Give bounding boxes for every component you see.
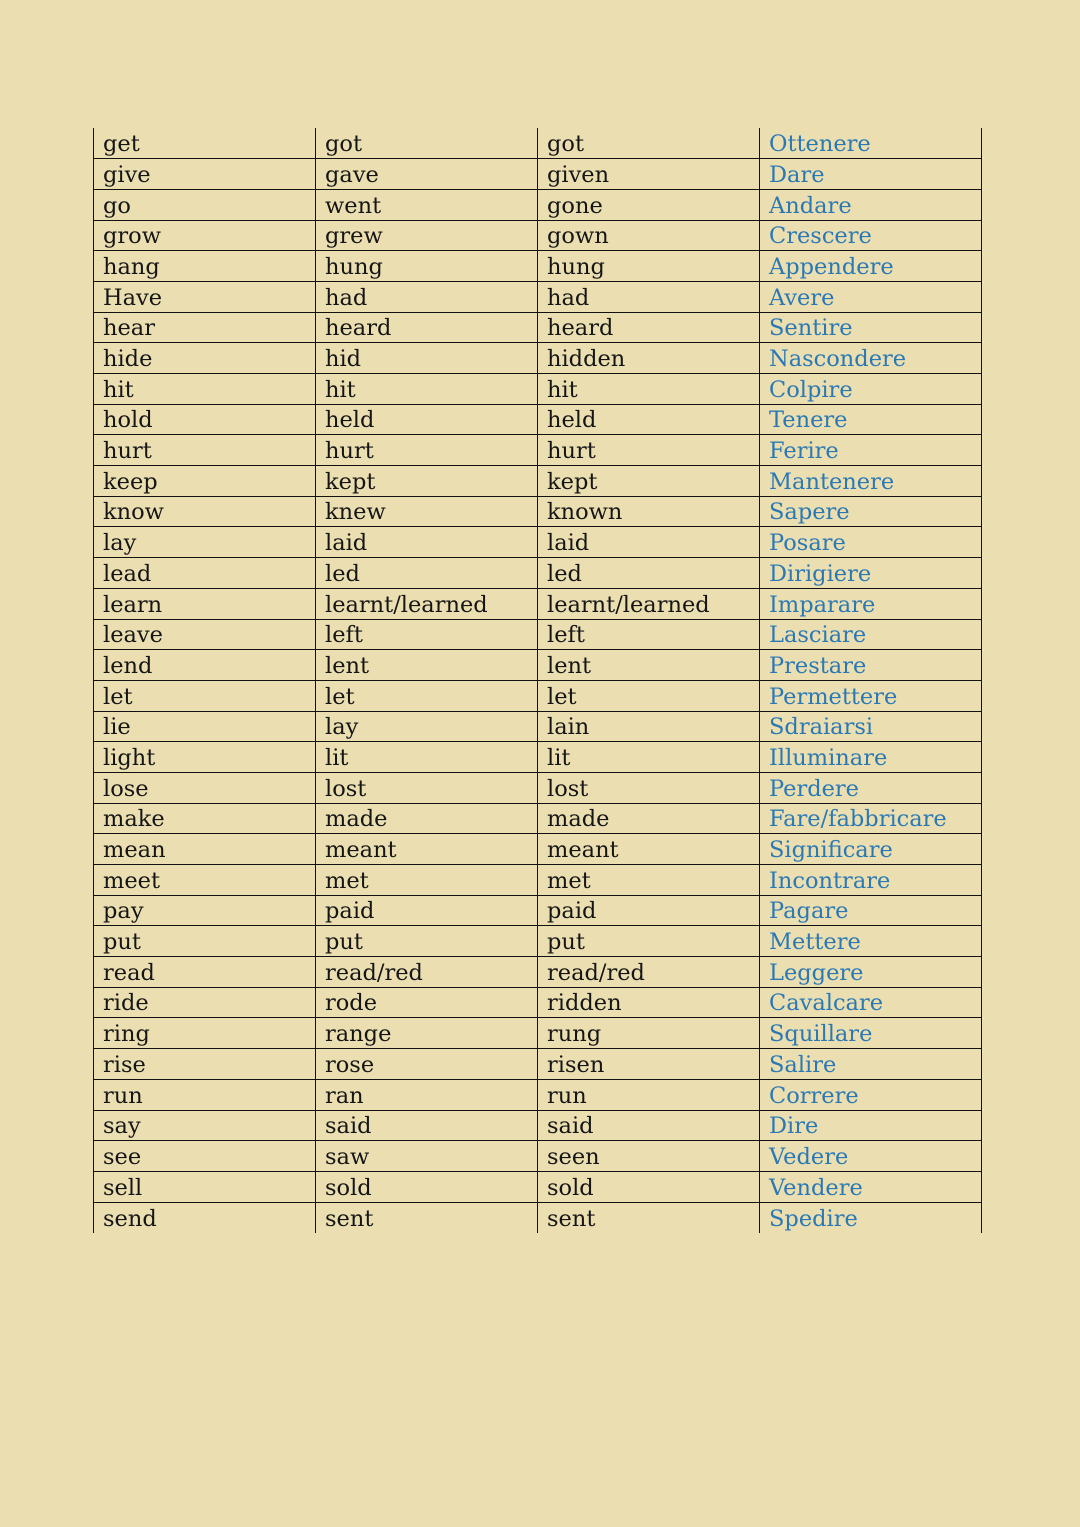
italian-translation-cell: Andare <box>760 189 982 220</box>
verb-row <box>94 1049 982 1080</box>
italian-translation-cell: Mantenere <box>760 466 982 497</box>
italian-translation-cell: Vedere <box>760 1141 982 1172</box>
italian-translation-cell: Cavalcare <box>760 987 982 1018</box>
past-participle-cell: run <box>538 1079 760 1110</box>
past-participle-cell: hung <box>538 251 760 282</box>
base-form-cell: go <box>94 189 316 220</box>
base-form-cell: ring <box>94 1018 316 1049</box>
base-form-cell: know <box>94 496 316 527</box>
past-simple-cell: meant <box>316 834 538 865</box>
verb-row <box>94 680 982 711</box>
verb-row <box>94 374 982 405</box>
base-form-cell: hang <box>94 251 316 282</box>
past-simple-cell: let <box>316 680 538 711</box>
past-participle-cell: ridden <box>538 987 760 1018</box>
past-simple-cell: lay <box>316 711 538 742</box>
past-simple-cell: lost <box>316 772 538 803</box>
italian-translation-cell: Sentire <box>760 312 982 343</box>
verb-row <box>94 281 982 312</box>
italian-translation-cell: Appendere <box>760 251 982 282</box>
verb-row <box>94 1079 982 1110</box>
verb-row <box>94 496 982 527</box>
italian-translation-cell: Posare <box>760 527 982 558</box>
past-participle-cell: read/red <box>538 957 760 988</box>
verb-row <box>94 343 982 374</box>
past-participle-cell: sent <box>538 1202 760 1233</box>
past-simple-cell: heard <box>316 312 538 343</box>
italian-translation-cell: Perdere <box>760 772 982 803</box>
past-participle-cell: got <box>538 128 760 159</box>
past-simple-cell: led <box>316 558 538 589</box>
verb-row <box>94 1141 982 1172</box>
italian-translation-cell: Vendere <box>760 1171 982 1202</box>
past-participle-cell: lain <box>538 711 760 742</box>
base-form-cell: hit <box>94 374 316 405</box>
base-form-cell: learn <box>94 588 316 619</box>
verb-row <box>94 1018 982 1049</box>
past-simple-cell: grew <box>316 220 538 251</box>
past-participle-cell: kept <box>538 466 760 497</box>
base-form-cell: run <box>94 1079 316 1110</box>
verb-row <box>94 895 982 926</box>
verb-row <box>94 558 982 589</box>
base-form-cell: mean <box>94 834 316 865</box>
italian-translation-cell: Mettere <box>760 926 982 957</box>
base-form-cell: leave <box>94 619 316 650</box>
italian-translation-cell: Nascondere <box>760 343 982 374</box>
verb-row <box>94 772 982 803</box>
past-participle-cell: made <box>538 803 760 834</box>
base-form-cell: grow <box>94 220 316 251</box>
italian-translation-cell: Squillare <box>760 1018 982 1049</box>
base-form-cell: let <box>94 680 316 711</box>
irregular-verbs-table <box>93 128 982 1233</box>
past-simple-cell: sold <box>316 1171 538 1202</box>
past-participle-cell: seen <box>538 1141 760 1172</box>
verb-row <box>94 128 982 159</box>
base-form-cell: put <box>94 926 316 957</box>
past-participle-cell: laid <box>538 527 760 558</box>
past-simple-cell: paid <box>316 895 538 926</box>
past-simple-cell: lent <box>316 650 538 681</box>
past-participle-cell: learnt/learned <box>538 588 760 619</box>
verb-row <box>94 742 982 773</box>
base-form-cell: keep <box>94 466 316 497</box>
past-participle-cell: heard <box>538 312 760 343</box>
past-participle-cell: hidden <box>538 343 760 374</box>
past-simple-cell: made <box>316 803 538 834</box>
past-simple-cell: got <box>316 128 538 159</box>
verb-row <box>94 159 982 190</box>
base-form-cell: rise <box>94 1049 316 1080</box>
italian-translation-cell: Permettere <box>760 680 982 711</box>
past-simple-cell: had <box>316 281 538 312</box>
italian-translation-cell: Colpire <box>760 374 982 405</box>
italian-translation-cell: Pagare <box>760 895 982 926</box>
verb-row <box>94 251 982 282</box>
verb-row <box>94 1171 982 1202</box>
base-form-cell: say <box>94 1110 316 1141</box>
past-simple-cell: hid <box>316 343 538 374</box>
past-simple-cell: kept <box>316 466 538 497</box>
italian-translation-cell: Crescere <box>760 220 982 251</box>
base-form-cell: lend <box>94 650 316 681</box>
past-participle-cell: paid <box>538 895 760 926</box>
past-participle-cell: hit <box>538 374 760 405</box>
base-form-cell: ride <box>94 987 316 1018</box>
base-form-cell: lead <box>94 558 316 589</box>
past-simple-cell: gave <box>316 159 538 190</box>
base-form-cell: lose <box>94 772 316 803</box>
italian-translation-cell: Avere <box>760 281 982 312</box>
base-form-cell: send <box>94 1202 316 1233</box>
italian-translation-cell: Ottenere <box>760 128 982 159</box>
past-participle-cell: sold <box>538 1171 760 1202</box>
past-simple-cell: lit <box>316 742 538 773</box>
verb-row <box>94 926 982 957</box>
past-participle-cell: lost <box>538 772 760 803</box>
base-form-cell: give <box>94 159 316 190</box>
past-simple-cell: ran <box>316 1079 538 1110</box>
past-participle-cell: led <box>538 558 760 589</box>
verb-row <box>94 865 982 896</box>
past-simple-cell: said <box>316 1110 538 1141</box>
past-participle-cell: hurt <box>538 435 760 466</box>
past-participle-cell: said <box>538 1110 760 1141</box>
past-participle-cell: rung <box>538 1018 760 1049</box>
verb-row <box>94 957 982 988</box>
past-participle-cell: had <box>538 281 760 312</box>
italian-translation-cell: Spedire <box>760 1202 982 1233</box>
verb-row <box>94 834 982 865</box>
verb-row <box>94 711 982 742</box>
base-form-cell: lay <box>94 527 316 558</box>
past-simple-cell: met <box>316 865 538 896</box>
verb-row <box>94 466 982 497</box>
italian-translation-cell: Dire <box>760 1110 982 1141</box>
past-participle-cell: known <box>538 496 760 527</box>
past-participle-cell: held <box>538 404 760 435</box>
past-simple-cell: range <box>316 1018 538 1049</box>
past-simple-cell: learnt/learned <box>316 588 538 619</box>
verb-row <box>94 650 982 681</box>
past-participle-cell: given <box>538 159 760 190</box>
past-participle-cell: risen <box>538 1049 760 1080</box>
italian-translation-cell: Significare <box>760 834 982 865</box>
italian-translation-cell: Prestare <box>760 650 982 681</box>
past-participle-cell: lit <box>538 742 760 773</box>
past-simple-cell: held <box>316 404 538 435</box>
past-simple-cell: hung <box>316 251 538 282</box>
verb-row <box>94 312 982 343</box>
italian-translation-cell: Illuminare <box>760 742 982 773</box>
verb-row <box>94 527 982 558</box>
past-simple-cell: left <box>316 619 538 650</box>
past-participle-cell: met <box>538 865 760 896</box>
past-simple-cell: hit <box>316 374 538 405</box>
italian-translation-cell: Tenere <box>760 404 982 435</box>
base-form-cell: hear <box>94 312 316 343</box>
base-form-cell: sell <box>94 1171 316 1202</box>
base-form-cell: light <box>94 742 316 773</box>
base-form-cell: make <box>94 803 316 834</box>
past-simple-cell: laid <box>316 527 538 558</box>
italian-translation-cell: Sapere <box>760 496 982 527</box>
past-participle-cell: let <box>538 680 760 711</box>
past-participle-cell: put <box>538 926 760 957</box>
italian-translation-cell: Ferire <box>760 435 982 466</box>
verb-row <box>94 1110 982 1141</box>
base-form-cell: pay <box>94 895 316 926</box>
verb-row <box>94 189 982 220</box>
past-participle-cell: gown <box>538 220 760 251</box>
verb-row <box>94 435 982 466</box>
past-simple-cell: knew <box>316 496 538 527</box>
verb-row <box>94 619 982 650</box>
italian-translation-cell: Dare <box>760 159 982 190</box>
verb-row <box>94 588 982 619</box>
italian-translation-cell: Leggere <box>760 957 982 988</box>
base-form-cell: read <box>94 957 316 988</box>
verb-row <box>94 803 982 834</box>
past-simple-cell: read/red <box>316 957 538 988</box>
past-participle-cell: left <box>538 619 760 650</box>
italian-translation-cell: Correre <box>760 1079 982 1110</box>
base-form-cell: hide <box>94 343 316 374</box>
base-form-cell: hold <box>94 404 316 435</box>
past-participle-cell: meant <box>538 834 760 865</box>
base-form-cell: lie <box>94 711 316 742</box>
verbs-table-body <box>94 128 982 1233</box>
verb-row <box>94 987 982 1018</box>
italian-translation-cell: Salire <box>760 1049 982 1080</box>
past-simple-cell: saw <box>316 1141 538 1172</box>
italian-translation-cell: Incontrare <box>760 865 982 896</box>
past-simple-cell: sent <box>316 1202 538 1233</box>
past-participle-cell: lent <box>538 650 760 681</box>
past-simple-cell: rose <box>316 1049 538 1080</box>
base-form-cell: Have <box>94 281 316 312</box>
verb-row <box>94 220 982 251</box>
base-form-cell: hurt <box>94 435 316 466</box>
past-simple-cell: hurt <box>316 435 538 466</box>
italian-translation-cell: Sdraiarsi <box>760 711 982 742</box>
verb-row <box>94 1202 982 1233</box>
base-form-cell: meet <box>94 865 316 896</box>
italian-translation-cell: Fare/fabbricare <box>760 803 982 834</box>
base-form-cell: see <box>94 1141 316 1172</box>
italian-translation-cell: Imparare <box>760 588 982 619</box>
base-form-cell: get <box>94 128 316 159</box>
past-participle-cell: gone <box>538 189 760 220</box>
verb-row <box>94 404 982 435</box>
italian-translation-cell: Lasciare <box>760 619 982 650</box>
past-simple-cell: rode <box>316 987 538 1018</box>
past-simple-cell: went <box>316 189 538 220</box>
italian-translation-cell: Dirigiere <box>760 558 982 589</box>
past-simple-cell: put <box>316 926 538 957</box>
